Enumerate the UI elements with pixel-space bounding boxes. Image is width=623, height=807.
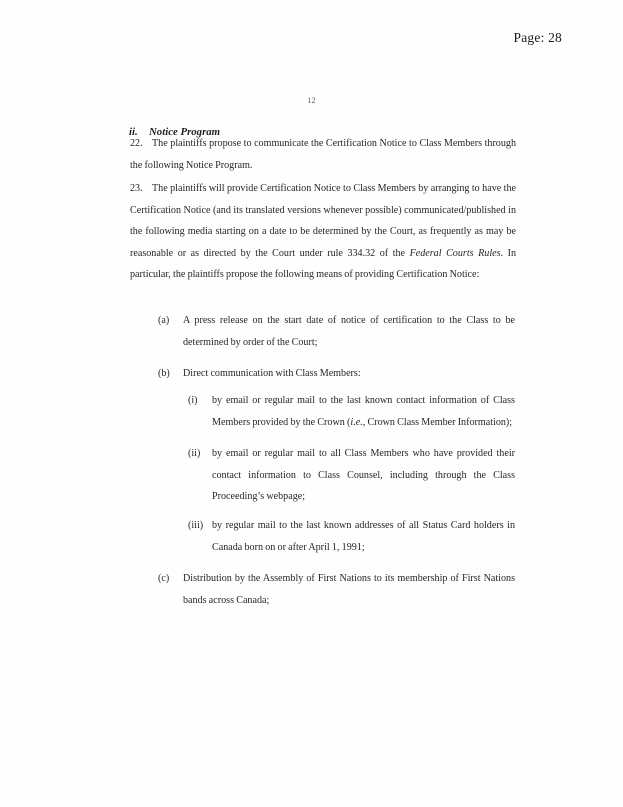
- paragraph-23-text-end: . In particular, the plaintiffs propose the following means of providing Certification Notice:: [130, 247, 517, 281]
- page-corner-label: Page: 28: [513, 30, 562, 45]
- list-item-b-iii: [188, 515, 515, 558]
- list-item-c: [158, 568, 515, 611]
- paragraph-22: [130, 133, 516, 176]
- list-item-b-i-latin-abbrev: i.e.: [350, 416, 363, 428]
- list-item-c-text: Distribution by the Assembly of First Nations to its membership of First Nations bands across Canada;: [183, 573, 515, 606]
- list-item-b-i-text-start: by email or regular mail to the last known contact information of Class Members provided by the Crown (: [212, 395, 515, 428]
- list-item-b-ii: [188, 443, 515, 508]
- list-item-a-marker: (a): [158, 315, 170, 326]
- list-item-b: [158, 363, 515, 385]
- list-item-b-ii-text: by email or regular mail to all Class Members who have provided their contact information to Class Counsel, including through the Class Proceeding’s webpage;: [212, 448, 515, 503]
- list-item-b-i-marker: (i): [188, 395, 198, 406]
- paragraph-22-text: The plaintiffs propose to communicate the Certification Notice to Class Members through the following Notice Program.: [130, 138, 516, 171]
- list-item-b-marker: (b): [158, 368, 170, 379]
- list-item-b-i-text-end: , Crown Class Member Information);: [362, 416, 513, 428]
- paragraph-22-number: 22.: [130, 138, 143, 149]
- paragraph-23-number: 23.: [130, 183, 143, 194]
- paragraph-23-text: The plaintiffs will provide Certification Notice to Class Members by arranging to have the Certification Notice (and its translated versions whenever possible) communicated/published in the following media starting on a date to be determined by the Court, as frequently as may be reasonable or as directed by the Court under rule 334.32 of the: [130, 183, 516, 259]
- section-heading-marker: ii.: [129, 126, 138, 138]
- list-item-b-i-text: [212, 390, 515, 433]
- list-item-a: [158, 310, 515, 353]
- paragraph-23: [130, 178, 516, 286]
- list-item-c-marker: (c): [158, 573, 170, 584]
- list-item-b-ii-marker: (ii): [188, 448, 201, 459]
- section-heading-title: Notice Program: [149, 126, 221, 138]
- list-item-b-i: [188, 390, 515, 433]
- list-item-b-iii-text: by regular mail to the last known addresses of all Status Card holders in Canada born on or after April 1, 1991;: [212, 520, 515, 553]
- list-item-a-text: A press release on the start date of notice of certification to the Class to be determined by order of the Court;: [183, 315, 515, 348]
- paragraph-23-citation: Federal Courts Rules: [409, 247, 501, 259]
- document-folio-number: 12: [307, 96, 316, 105]
- list-item-b-iii-marker: (iii): [188, 520, 204, 531]
- list-item-b-text: Direct communication with Class Members:: [183, 368, 361, 379]
